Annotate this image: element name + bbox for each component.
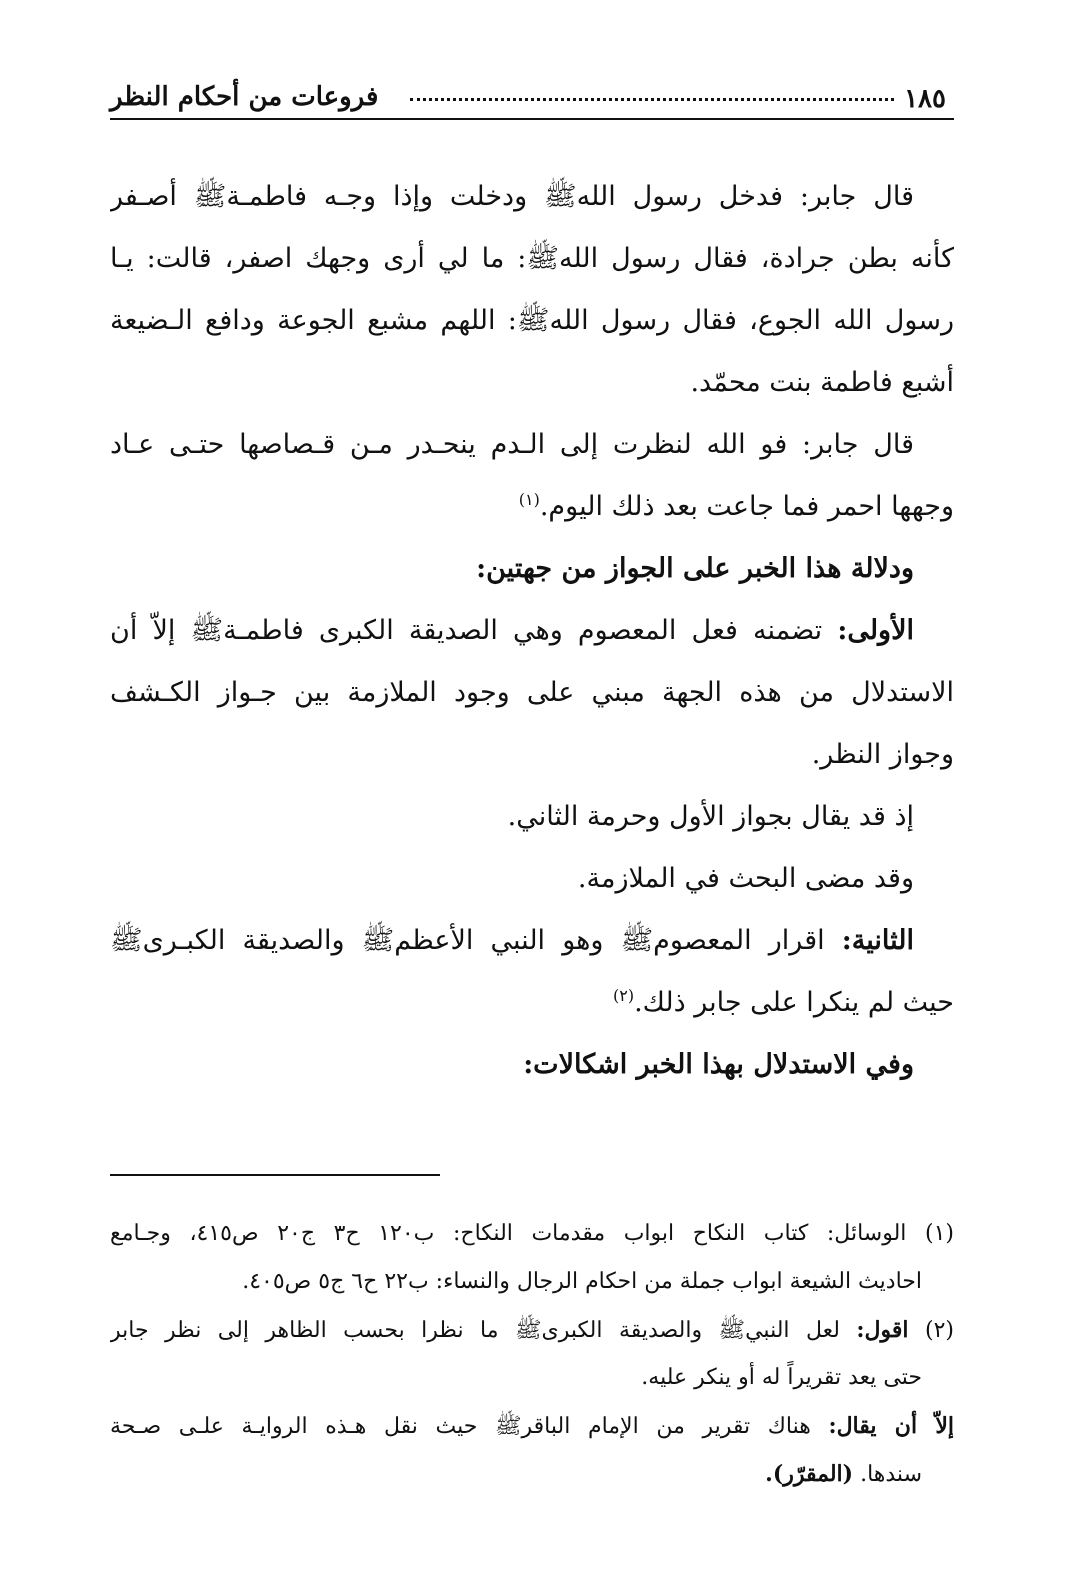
text-line: قال جابر: فو الله لنظرت إلى الـدم ينحـدر مـن قـصاصها حتـى عـاد xyxy=(110,429,914,460)
text-line xyxy=(110,910,954,972)
text-span: سندها. xyxy=(860,1462,922,1487)
footnote-separator xyxy=(110,1174,440,1176)
footnote-line xyxy=(110,1402,954,1450)
text-line xyxy=(110,476,954,538)
page-number: ١٨٥ xyxy=(904,84,946,114)
text-line: الاستدلال من هذه الجهة مبني على وجود الملازمة بين جـواز الكـشف xyxy=(110,677,954,708)
text-span: وجهها احمر فما جاعت بعد ذلك اليوم. xyxy=(539,491,954,522)
footnote-label: إلاّ أن يقال: xyxy=(828,1413,954,1439)
footnote-line: (١) الوسائل: كتاب النكاح ابواب مقدمات النكاح: ب١٢٠ ح٣ ج٢٠ ص٤١٥، وجـامع xyxy=(110,1221,954,1246)
text-line: وجواز النظر. xyxy=(811,739,954,770)
main-text xyxy=(110,166,954,1096)
footnote-line xyxy=(110,1450,954,1498)
section-heading: وفي الاستدلال بهذا الخبر اشكالات: xyxy=(523,1049,914,1080)
footnote-line: احاديث الشيعة ابواب جملة من احكام الرجال والنساء: ب٢٢ ح٦ ج٥ ص٤٠٥. xyxy=(242,1269,922,1294)
text-line xyxy=(110,972,954,1034)
page-header xyxy=(110,78,954,120)
footnote-number: (٢) xyxy=(924,1318,954,1343)
point-label-first: الأولى: xyxy=(837,615,914,646)
footnote-line: حتى يعد تقريراً له أو ينكر عليه. xyxy=(641,1365,922,1390)
footnote-ref-1[interactable]: (١) xyxy=(518,490,540,509)
point-label-second: الثانية: xyxy=(841,925,914,956)
footnote-label: اقول: xyxy=(856,1317,909,1343)
text-line xyxy=(110,600,954,662)
text-line: قال جابر: فدخل رسول اللهﷺ ودخلت وإذا وجـه فاطمـةﷺ أصـفر xyxy=(110,181,914,212)
running-title: فروعات من أحكام النظر xyxy=(110,82,379,112)
footnote-ref-2[interactable]: (٢) xyxy=(613,986,635,1005)
text-line: إذ قد يقال بجواز الأول وحرمة الثاني. xyxy=(507,801,914,832)
section-heading: ودلالة هذا الخبر على الجواز من جهتين: xyxy=(476,553,914,584)
text-span: هناك تقرير من الإمام الباقرﷺ حيث نقل هـذه الروايـة علـى صـحة xyxy=(110,1414,811,1439)
text-span: لعل النبيﷺ والصديقة الكبرىﷺ ما نظرا بحسب الظاهر إلى نظر جابر xyxy=(110,1318,840,1343)
text-line: أشبع فاطمة بنت محمّد. xyxy=(690,367,954,398)
footnote-line xyxy=(110,1306,954,1354)
text-line: وقد مضى البحث في الملازمة. xyxy=(577,863,914,894)
footnotes xyxy=(110,1210,954,1498)
author-note-signature: (المقرّر). xyxy=(765,1461,854,1487)
text-span: حيث لم ينكرا على جابر ذلك. xyxy=(634,987,954,1018)
header-dot-leader xyxy=(410,98,894,101)
text-span: تضمنه فعل المعصوم وهي الصديقة الكبرى فاطمـةﷺ إلاّ أن xyxy=(110,615,823,646)
text-span: اقرار المعصومﷺ وهو النبي الأعظمﷺ والصديقة الكبـرىﷺ xyxy=(110,925,825,956)
text-line: رسول الله الجوع، فقال رسول اللهﷺ: اللهم مشبع الجوعة ودافع الـضيعة xyxy=(110,305,954,336)
text-line: كأنه بطن جرادة، فقال رسول اللهﷺ: ما لي أرى وجهك اصفر، قالت: يـا xyxy=(110,243,954,274)
